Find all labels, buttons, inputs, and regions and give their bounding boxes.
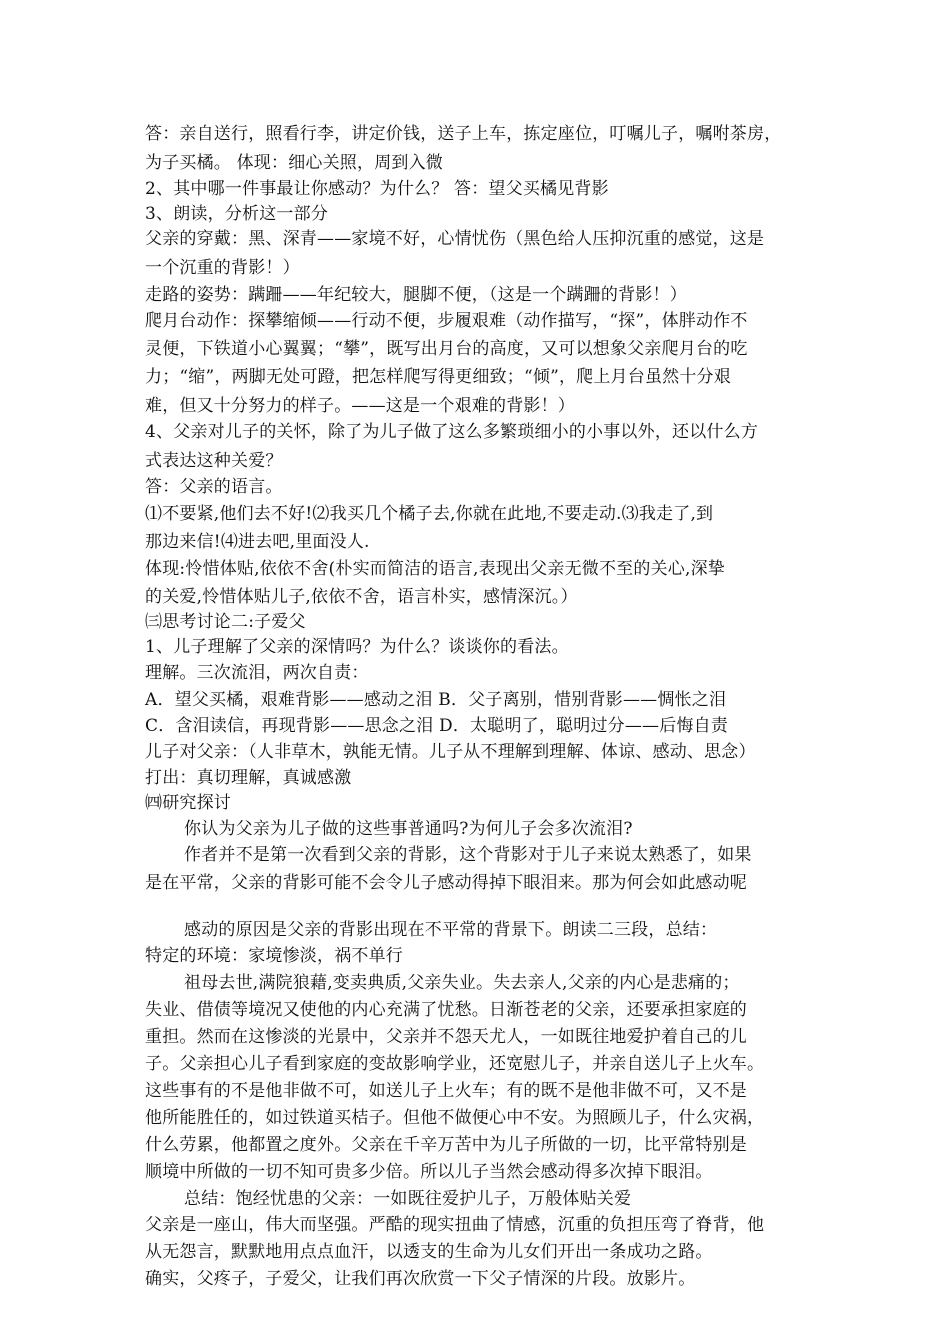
text-line: 4、父亲对儿子的关怀，除了为儿子做了这么多繁琐细小的小事以外，还以什么方 [145, 422, 759, 442]
text-line: 那边来信!⑷进去吧,里面没人. [145, 532, 370, 552]
text-line: 父亲是一座山，伟大而坚强。严酷的现实扭曲了情感，沉重的负担压弯了脊背，他 [145, 1215, 765, 1235]
text-line: 是在平常，父亲的背影可能不会令儿子感动得掉下眼泪来。那为何会如此感动呢 [145, 873, 747, 893]
text-line: 灵便，下铁道小心翼翼；“攀”，既写出月台的高度，又可以想象父亲爬月台的吃 [145, 339, 748, 359]
text-line: 爬月台动作：探攀缩倾——行动不便，步履艰难（动作描写，“探”，体胖动作不 [145, 311, 748, 331]
text-line: 父亲的穿戴：黑、深青——家境不好，心情忧伤（黑色给人压抑沉重的感觉，这是 [145, 229, 765, 249]
text-line: A．望父买橘，艰难背影——感动之泪 B．父子离别，惜别背影——惆怅之泪 [145, 690, 727, 710]
text-line: 你认为父亲为儿子做的这些事普通吗?为何儿子会多次流泪? [184, 819, 633, 839]
text-line: 感动的原因是父亲的背影出现在不平常的背景下。朗读二三段，总结： [184, 920, 718, 940]
text-line: 为子买橘。 体现：细心关照，周到入微 [145, 153, 444, 173]
text-line: 式表达这种关爱？ [145, 451, 283, 471]
text-line: 总结：饱经忧患的父亲：一如既往爱护儿子，万般体贴关爱 [184, 1189, 632, 1209]
text-line: 力；“缩”，两脚无处可蹬，把怎样爬写得更细致；“倾”，爬上月台虽然十分艰 [145, 367, 731, 387]
section-heading: ㈢思考讨论二:子爱父 [145, 612, 306, 632]
text-line: 答：父亲的语言。 [145, 477, 283, 497]
text-line: C．含泪读信，再现背影——思念之泪 D．太聪明了，聪明过分——后悔自责 [145, 716, 729, 736]
text-line: 特定的环境：家境惨淡，祸不单行 [145, 946, 403, 966]
text-line: 理解。三次流泪，两次自责： [145, 663, 369, 683]
text-line: 子。父亲担心儿子看到家庭的变故影响学业，还宽慰儿子，并亲自送儿子上火车。 [145, 1054, 765, 1074]
text-line: 作者并不是第一次看到父亲的背影，这个背影对于儿子来说太熟悉了，如果 [184, 845, 752, 865]
text-line: 他所能胜任的，如过铁道买桔子。但他不做便心中不安。为照顾儿子，什么灾祸， [145, 1108, 765, 1128]
text-line: 体现:怜惜体贴,依依不舍(朴实而简洁的语言,表现出父亲无微不至的关心,深挚 [145, 559, 725, 579]
text-line: 顺境中所做的一切不知可贵多少倍。所以儿子当然会感动得多次掉下眼泪。 [145, 1162, 713, 1182]
section-heading: ㈣研究探讨 [145, 793, 231, 813]
text-line: 2、其中哪一件事最让你感动？为什么？ 答：望父买橘见背影 [145, 179, 609, 199]
text-line: 一个沉重的背影！） [145, 258, 300, 278]
text-line: 重担。然而在这惨淡的光景中，父亲并不怨天尤人，一如既往地爱护着自己的儿 [145, 1027, 747, 1047]
text-line: 失业、借债等境况又使他的内心充满了忧愁。日渐苍老的父亲，还要承担家庭的 [145, 1000, 747, 1020]
text-line: 难，但又十分努力的样子。——这是一个艰难的背影！） [145, 396, 575, 416]
text-line: 从无怨言，默默地用点点血汗，以透支的生命为儿女们开出一条成功之路。 [145, 1242, 713, 1262]
text-line: 打出：真切理解，真诚感激 [145, 768, 352, 788]
text-line: 走路的姿势：蹒跚——年纪较大，腿脚不便，（这是一个蹒跚的背影！） [145, 285, 687, 305]
text-line: 3、朗读，分析这一部分 [145, 204, 329, 224]
text-line: 什么劳累，他都置之度外。父亲在千辛万苦中为儿子所做的一切，比平常特别是 [145, 1135, 747, 1155]
text-line: 祖母去世,满院狼藉,变卖典质,父亲失业。失去亲人,父亲的内心是悲痛的； [184, 973, 740, 993]
text-line: 1、儿子理解了父亲的深情吗？为什么？谈谈你的看法。 [145, 637, 569, 657]
text-line: 的关爱,怜惜体贴儿子,依依不舍，语言朴实，感情深沉。） [145, 587, 578, 607]
text-line: 这些事有的不是他非做不可，如送儿子上火车；有的既不是他非做不可，又不是 [145, 1081, 747, 1101]
text-line: ⑴不要紧,他们去不好!⑵我买几个橘子去,你就在此地,不要走动.⑶我走了,到 [145, 504, 714, 524]
text-line: 答：亲自送行，照看行李，讲定价钱，送子上车，拣定座位，叮嘱儿子，嘱咐茶房， [145, 124, 782, 144]
text-line: 儿子对父亲：（人非草木，孰能无情。儿子从不理解到理解、体谅、感动、思念） [145, 742, 756, 762]
text-line: 确实，父疼子，子爱父，让我们再次欣赏一下父子情深的片段。放影片。 [145, 1269, 696, 1289]
